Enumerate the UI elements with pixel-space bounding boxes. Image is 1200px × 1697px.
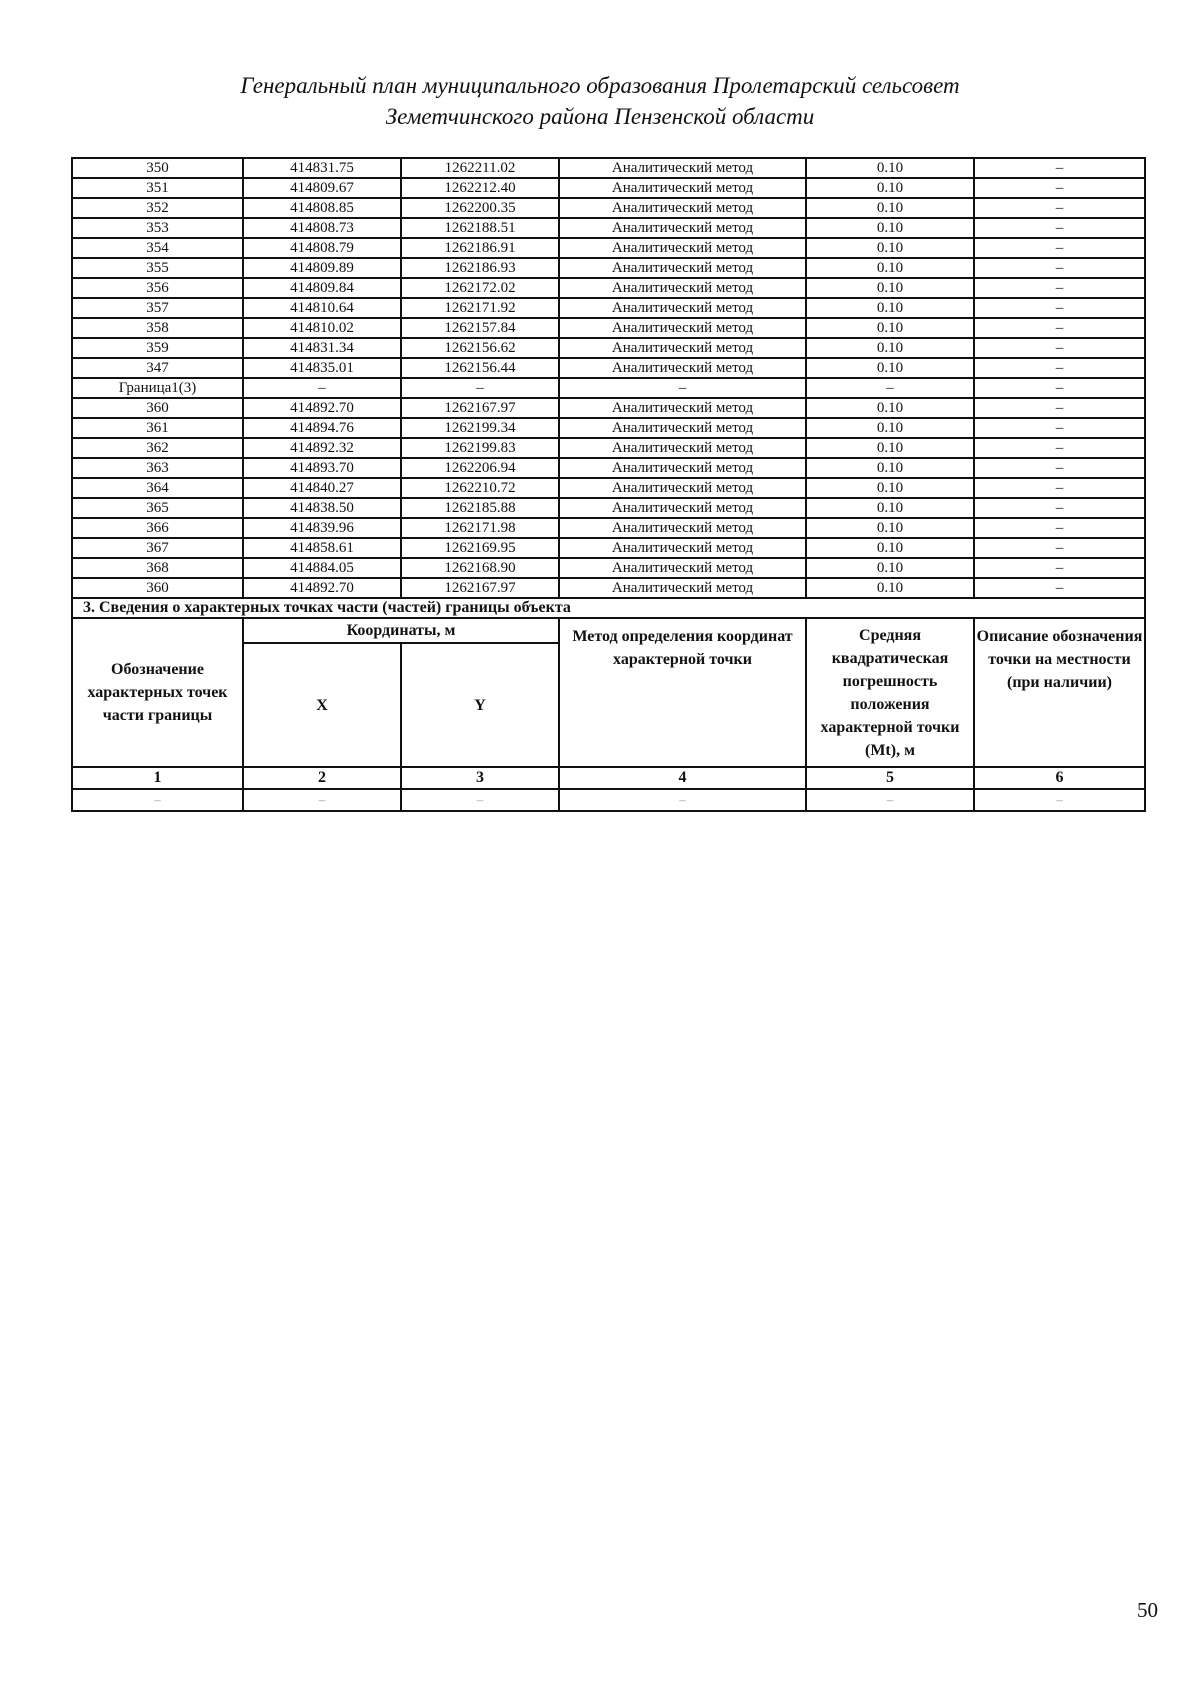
- x-cell: 414810.02: [243, 318, 401, 338]
- y-cell: 1262206.94: [401, 458, 559, 478]
- y-cell: –: [401, 378, 559, 398]
- description-cell: –: [974, 498, 1145, 518]
- y-cell: 1262171.92: [401, 298, 559, 318]
- method-cell: Аналитический метод: [559, 298, 806, 318]
- method-cell: Аналитический метод: [559, 238, 806, 258]
- table-row: [72, 498, 1145, 518]
- y-cell: 1262199.34: [401, 418, 559, 438]
- point-cell: 362: [72, 438, 243, 458]
- header-y: Y: [401, 643, 559, 767]
- header-x: X: [243, 643, 401, 767]
- method-cell: Аналитический метод: [559, 358, 806, 378]
- table-row: [72, 458, 1145, 478]
- description-cell: –: [974, 478, 1145, 498]
- x-cell: 414810.64: [243, 298, 401, 318]
- error-cell: 0.10: [806, 238, 974, 258]
- error-cell: 0.10: [806, 398, 974, 418]
- table-row: [72, 538, 1145, 558]
- y-cell: 1262167.97: [401, 578, 559, 598]
- table-row: [72, 258, 1145, 278]
- y-cell: 1262157.84: [401, 318, 559, 338]
- description-cell: –: [974, 158, 1145, 178]
- error-cell: 0.10: [806, 478, 974, 498]
- description-cell: –: [974, 238, 1145, 258]
- empty-row: [72, 789, 1145, 811]
- method-cell: Аналитический метод: [559, 518, 806, 538]
- error-cell: 0.10: [806, 498, 974, 518]
- description-cell: –: [974, 458, 1145, 478]
- method-cell: Аналитический метод: [559, 558, 806, 578]
- method-cell: Аналитический метод: [559, 178, 806, 198]
- header-coordinates: Координаты, м: [243, 618, 559, 643]
- header-line-1: Генеральный план муниципального образования Пролетарский сельсовет: [240, 73, 960, 98]
- y-cell: 1262186.91: [401, 238, 559, 258]
- point-cell: 358: [72, 318, 243, 338]
- error-cell: 0.10: [806, 358, 974, 378]
- error-cell: 0.10: [806, 278, 974, 298]
- x-cell: 414892.32: [243, 438, 401, 458]
- y-cell: 1262200.35: [401, 198, 559, 218]
- table-row: [72, 578, 1145, 598]
- x-cell: 414808.73: [243, 218, 401, 238]
- y-cell: 1262188.51: [401, 218, 559, 238]
- boundary-points-table: [71, 157, 1146, 812]
- point-cell: 363: [72, 458, 243, 478]
- x-cell: 414808.85: [243, 198, 401, 218]
- point-cell: 350: [72, 158, 243, 178]
- x-cell: 414808.79: [243, 238, 401, 258]
- header-line-2: Земетчинского района Пензенской области: [385, 104, 815, 129]
- point-cell: 355: [72, 258, 243, 278]
- x-cell: 414884.05: [243, 558, 401, 578]
- method-cell: Аналитический метод: [559, 438, 806, 458]
- x-cell: 414894.76: [243, 418, 401, 438]
- method-cell: Аналитический метод: [559, 198, 806, 218]
- table-row: [72, 198, 1145, 218]
- x-cell: 414840.27: [243, 478, 401, 498]
- table-row: [72, 218, 1145, 238]
- header-method: Метод определения координат характерной точки: [559, 618, 806, 767]
- x-cell: 414838.50: [243, 498, 401, 518]
- x-cell: 414809.89: [243, 258, 401, 278]
- y-cell: 1262212.40: [401, 178, 559, 198]
- empty-cell: –: [806, 789, 974, 811]
- error-cell: 0.10: [806, 198, 974, 218]
- method-cell: Аналитический метод: [559, 278, 806, 298]
- method-cell: Аналитический метод: [559, 498, 806, 518]
- error-cell: 0.10: [806, 518, 974, 538]
- description-cell: –: [974, 398, 1145, 418]
- y-cell: 1262211.02: [401, 158, 559, 178]
- point-cell: 353: [72, 218, 243, 238]
- table-row: [72, 378, 1145, 398]
- y-cell: 1262168.90: [401, 558, 559, 578]
- error-cell: 0.10: [806, 258, 974, 278]
- x-cell: 414831.34: [243, 338, 401, 358]
- table-row: [72, 518, 1145, 538]
- header-mean-error: Средняя квадратическая погрешность положения характерной точки (Mt), м: [806, 618, 974, 767]
- method-cell: Аналитический метод: [559, 578, 806, 598]
- column-numbers-row: [72, 767, 1145, 789]
- table-row: [72, 338, 1145, 358]
- error-cell: 0.10: [806, 298, 974, 318]
- x-cell: 414893.70: [243, 458, 401, 478]
- empty-cell: –: [401, 789, 559, 811]
- point-cell: 347: [72, 358, 243, 378]
- description-cell: –: [974, 358, 1145, 378]
- description-cell: –: [974, 558, 1145, 578]
- empty-cell: –: [243, 789, 401, 811]
- description-cell: –: [974, 418, 1145, 438]
- error-cell: 0.10: [806, 338, 974, 358]
- empty-cell: –: [559, 789, 806, 811]
- point-cell: 359: [72, 338, 243, 358]
- y-cell: 1262199.83: [401, 438, 559, 458]
- page-number: 50: [1137, 1598, 1158, 1622]
- description-cell: –: [974, 178, 1145, 198]
- description-cell: –: [974, 338, 1145, 358]
- description-cell: –: [974, 218, 1145, 238]
- method-cell: Аналитический метод: [559, 218, 806, 238]
- description-cell: –: [974, 298, 1145, 318]
- point-cell: 367: [72, 538, 243, 558]
- table-row: [72, 478, 1145, 498]
- point-cell: 351: [72, 178, 243, 198]
- column-number: 4: [559, 767, 806, 789]
- point-cell: 352: [72, 198, 243, 218]
- point-cell: 357: [72, 298, 243, 318]
- y-cell: 1262156.44: [401, 358, 559, 378]
- empty-cell: –: [974, 789, 1145, 811]
- y-cell: 1262171.98: [401, 518, 559, 538]
- x-cell: 414858.61: [243, 538, 401, 558]
- description-cell: –: [974, 318, 1145, 338]
- point-cell: 361: [72, 418, 243, 438]
- description-cell: –: [974, 538, 1145, 558]
- table-row: [72, 358, 1145, 378]
- x-cell: 414831.75: [243, 158, 401, 178]
- point-cell: 365: [72, 498, 243, 518]
- y-cell: 1262167.97: [401, 398, 559, 418]
- description-cell: –: [974, 198, 1145, 218]
- column-number: 5: [806, 767, 974, 789]
- header-point-designation: Обозначение характерных точек части границы: [72, 618, 243, 767]
- table-row: [72, 278, 1145, 298]
- error-cell: 0.10: [806, 418, 974, 438]
- section-3-title: 3. Сведения о характерных точках части (частей) границы объекта: [72, 598, 1145, 618]
- document-header: [0, 70, 1200, 132]
- point-cell: Граница1(3): [72, 378, 243, 398]
- method-cell: Аналитический метод: [559, 458, 806, 478]
- table-body: [72, 158, 1145, 598]
- x-cell: –: [243, 378, 401, 398]
- method-cell: Аналитический метод: [559, 398, 806, 418]
- error-cell: 0.10: [806, 438, 974, 458]
- table-row: [72, 418, 1145, 438]
- point-cell: 366: [72, 518, 243, 538]
- method-cell: Аналитический метод: [559, 478, 806, 498]
- y-cell: 1262172.02: [401, 278, 559, 298]
- point-cell: 356: [72, 278, 243, 298]
- error-cell: –: [806, 378, 974, 398]
- error-cell: 0.10: [806, 578, 974, 598]
- column-number: 3: [401, 767, 559, 789]
- method-cell: –: [559, 378, 806, 398]
- error-cell: 0.10: [806, 218, 974, 238]
- y-cell: 1262156.62: [401, 338, 559, 358]
- point-cell: 364: [72, 478, 243, 498]
- y-cell: 1262169.95: [401, 538, 559, 558]
- x-cell: 414892.70: [243, 398, 401, 418]
- x-cell: 414892.70: [243, 578, 401, 598]
- description-cell: –: [974, 578, 1145, 598]
- error-cell: 0.10: [806, 538, 974, 558]
- x-cell: 414809.67: [243, 178, 401, 198]
- error-cell: 0.10: [806, 158, 974, 178]
- description-cell: –: [974, 438, 1145, 458]
- method-cell: Аналитический метод: [559, 338, 806, 358]
- description-cell: –: [974, 278, 1145, 298]
- table-row: [72, 438, 1145, 458]
- table-row: [72, 158, 1145, 178]
- method-cell: Аналитический метод: [559, 258, 806, 278]
- y-cell: 1262186.93: [401, 258, 559, 278]
- table-row: [72, 558, 1145, 578]
- x-cell: 414835.01: [243, 358, 401, 378]
- header-description: Описание обозначения точки на местности (при наличии): [974, 618, 1145, 767]
- table-row: [72, 178, 1145, 198]
- table-row: [72, 238, 1145, 258]
- x-cell: 414809.84: [243, 278, 401, 298]
- error-cell: 0.10: [806, 558, 974, 578]
- error-cell: 0.10: [806, 318, 974, 338]
- y-cell: 1262210.72: [401, 478, 559, 498]
- empty-cell: –: [72, 789, 243, 811]
- error-cell: 0.10: [806, 458, 974, 478]
- table-row: [72, 318, 1145, 338]
- column-number: 1: [72, 767, 243, 789]
- error-cell: 0.10: [806, 178, 974, 198]
- column-number: 6: [974, 767, 1145, 789]
- method-cell: Аналитический метод: [559, 418, 806, 438]
- y-cell: 1262185.88: [401, 498, 559, 518]
- description-cell: –: [974, 518, 1145, 538]
- method-cell: Аналитический метод: [559, 318, 806, 338]
- section-3: [72, 598, 1145, 811]
- column-number: 2: [243, 767, 401, 789]
- point-cell: 360: [72, 398, 243, 418]
- description-cell: –: [974, 378, 1145, 398]
- method-cell: Аналитический метод: [559, 158, 806, 178]
- description-cell: –: [974, 258, 1145, 278]
- table-row: [72, 298, 1145, 318]
- point-cell: 360: [72, 578, 243, 598]
- method-cell: Аналитический метод: [559, 538, 806, 558]
- point-cell: 354: [72, 238, 243, 258]
- point-cell: 368: [72, 558, 243, 578]
- x-cell: 414839.96: [243, 518, 401, 538]
- table-row: [72, 398, 1145, 418]
